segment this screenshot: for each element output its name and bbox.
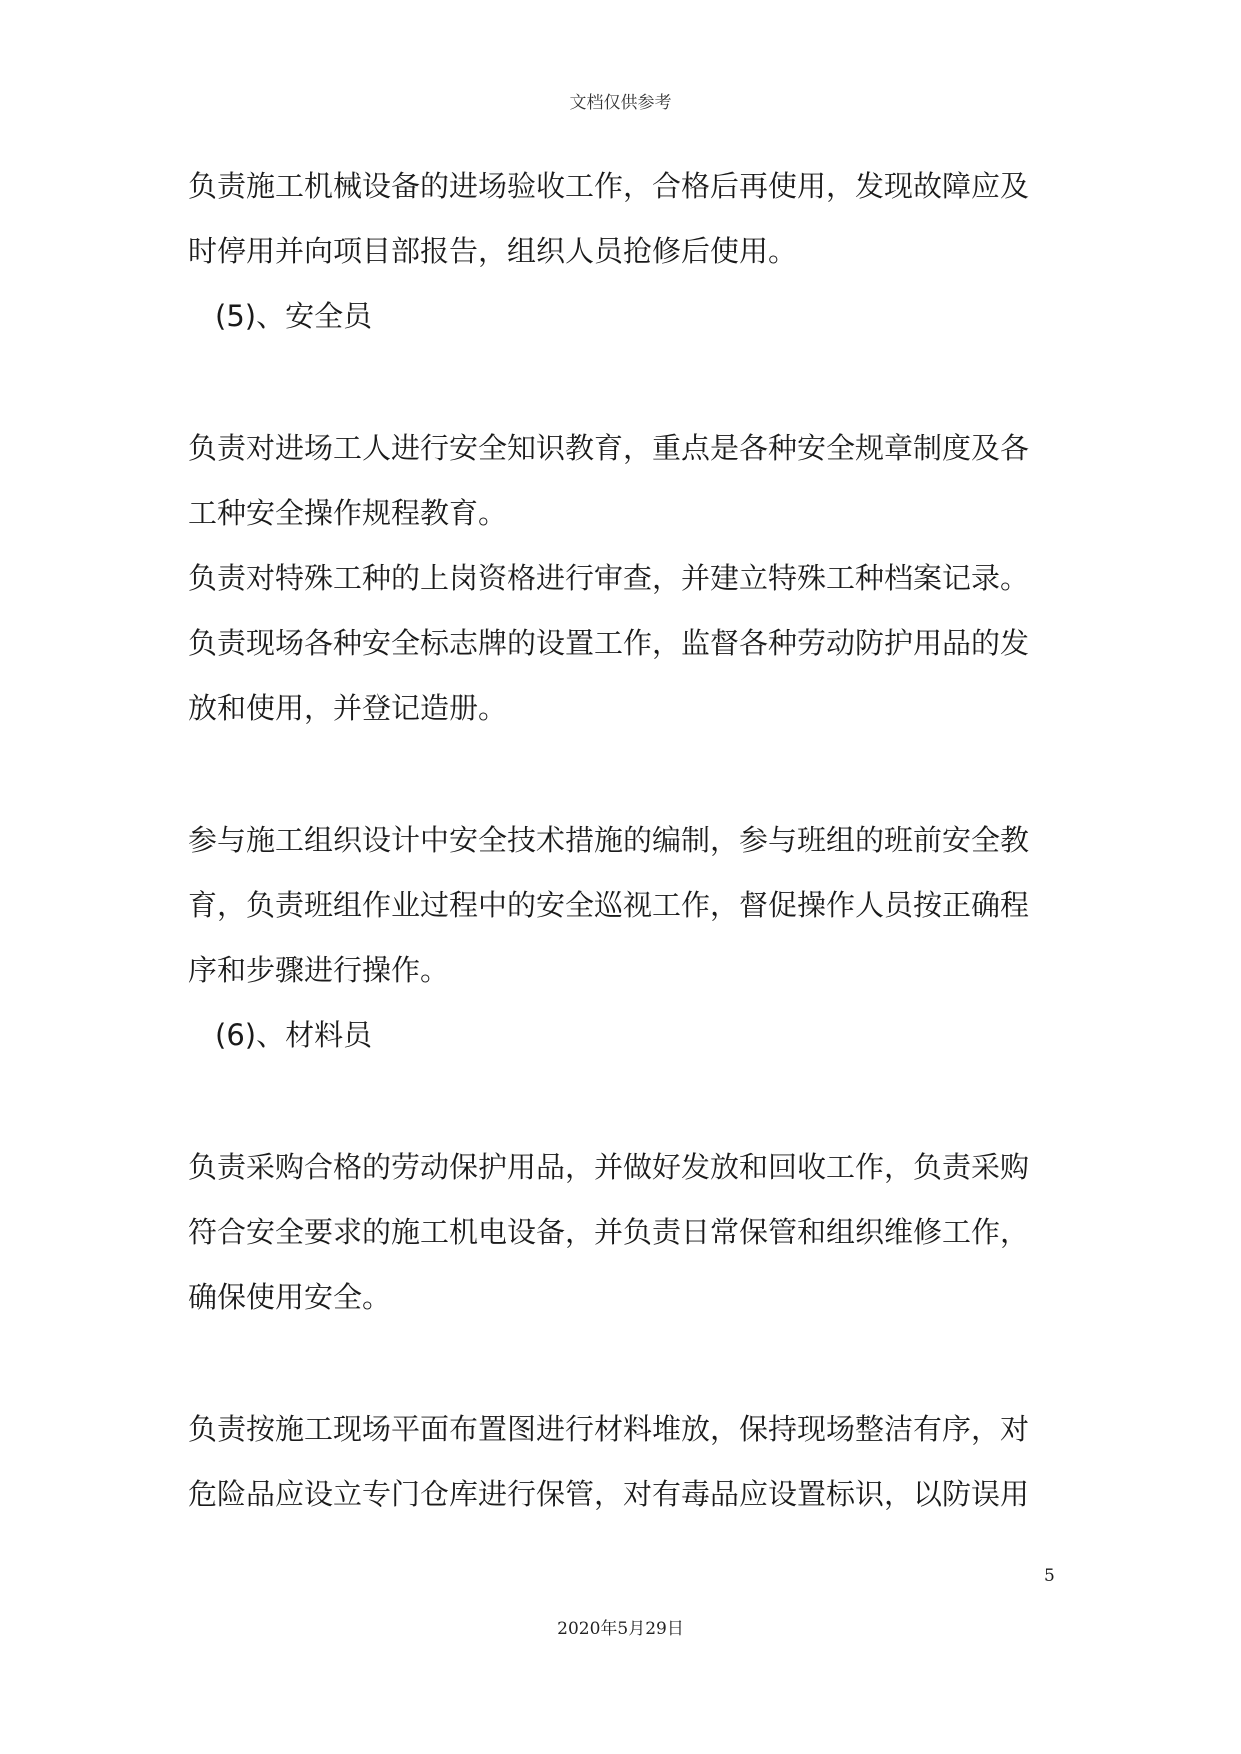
body-line-8: 放和使用，并登记造册。 — [188, 691, 508, 725]
body-line-4: 负责对进场工人进行安全知识教育，重点是各种安全规章制度及各 — [188, 431, 1030, 465]
section-heading-safety-officer: (5)、安全员 — [215, 299, 373, 333]
section-heading-materials-officer: (6)、材料员 — [215, 1018, 373, 1052]
body-line-10: 育，负责班组作业过程中的安全巡视工作，督促操作人员按正确程 — [188, 888, 1030, 922]
body-line-5: 工种安全操作规程教育。 — [188, 496, 508, 530]
body-line-15: 确保使用安全。 — [188, 1280, 392, 1314]
body-line-6: 负责对特殊工种的上岗资格进行审查，并建立特殊工种档案记录。 — [188, 561, 1030, 595]
body-line-11: 序和步骤进行操作。 — [188, 953, 450, 987]
body-line-17: 危险品应设立专门仓库进行保管，对有毒品应设置标识，以防误用 — [188, 1477, 1030, 1511]
body-line-13: 负责采购合格的劳动保护用品，并做好发放和回收工作，负责采购 — [188, 1150, 1030, 1184]
body-line-2: 时停用并向项目部报告，组织人员抢修后使用。 — [188, 234, 798, 268]
body-line-16: 负责按施工现场平面布置图进行材料堆放，保持现场整洁有序，对 — [188, 1412, 1030, 1446]
page-header: 文档仅供参考 — [569, 93, 672, 113]
body-line-9: 参与施工组织设计中安全技术措施的编制，参与班组的班前安全教 — [188, 823, 1030, 857]
body-line-1: 负责施工机械设备的进场验收工作，合格后再使用，发现故障应及 — [188, 169, 1030, 203]
body-line-7: 负责现场各种安全标志牌的设置工作，监督各种劳动防护用品的发 — [188, 626, 1030, 660]
page-footer-date: 2020年5月29日 — [557, 1619, 684, 1639]
page-number: 5 — [1044, 1566, 1055, 1586]
body-line-14: 符合安全要求的施工机电设备，并负责日常保管和组织维修工作， — [188, 1215, 1030, 1249]
